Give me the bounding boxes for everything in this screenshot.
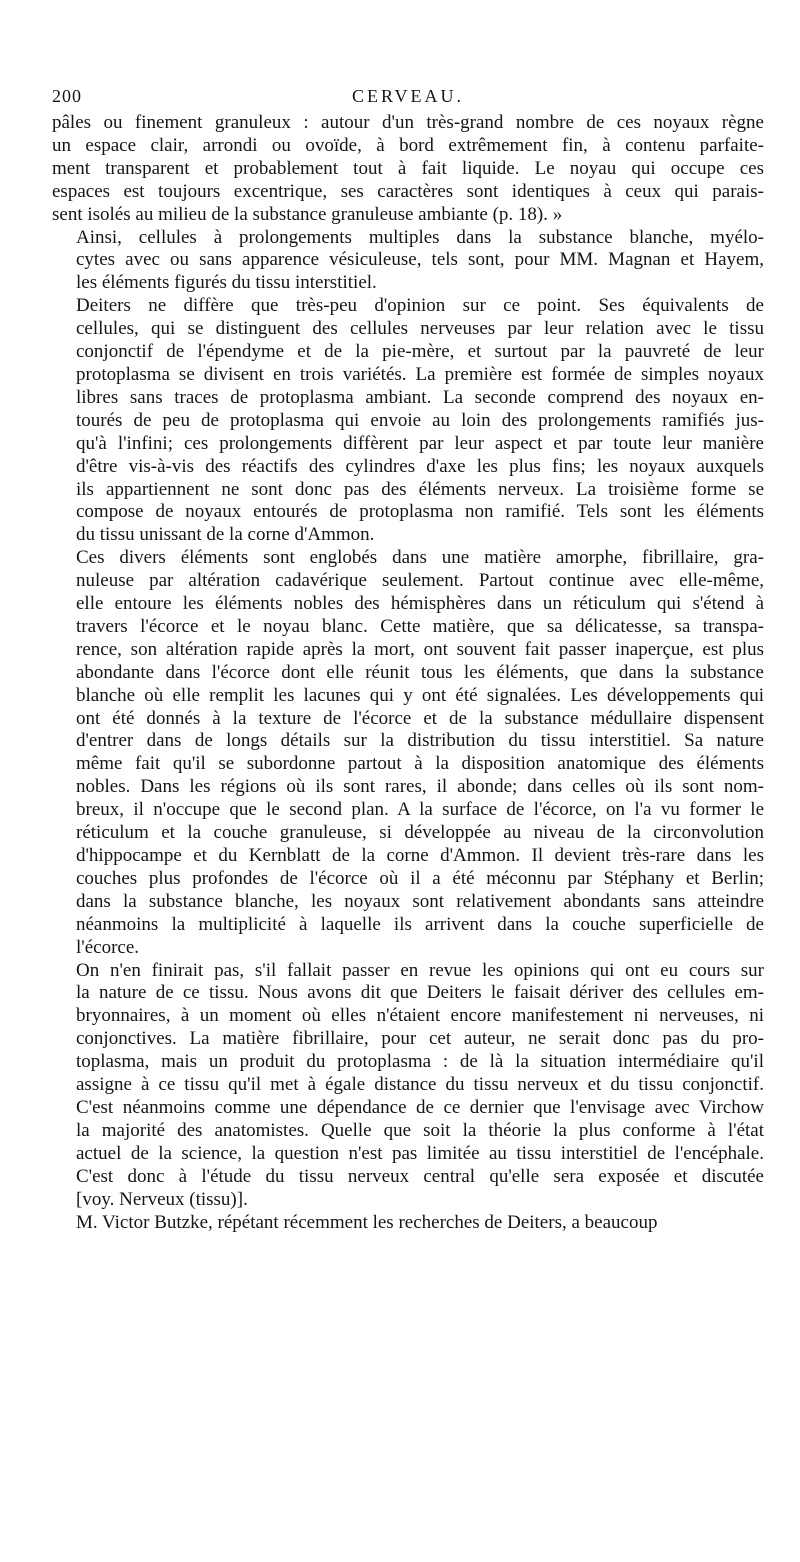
text-line: conjonctives. La matière fibrillaire, pour cet auteur, ne serait donc pas du pro- bbox=[76, 1028, 764, 1050]
text-line: un espace clair, arrondi ou ovoïde, à bord extrêmement fin, à contenu parfaite- bbox=[52, 134, 764, 156]
text-line: ils appartiennent ne sont donc pas des éléments nerveux. La troisième forme se bbox=[76, 478, 764, 500]
text-line: Deiters ne diffère que très-peu d'opinion sur ce point. Ses équivalents de bbox=[76, 295, 764, 317]
paragraph bbox=[52, 1212, 764, 1235]
text-line: nuleuse par altération cadavérique seulement. Partout continue avec elle-même, bbox=[76, 570, 764, 592]
text-line: réticulum et la couche granuleuse, si développée au niveau de la circonvolution bbox=[76, 822, 764, 844]
text-line: abondante dans l'écorce dont elle réunit tous les éléments, que dans la substance bbox=[76, 661, 764, 683]
text-line: C'est donc à l'étude du tissu nerveux central qu'elle sera exposée et discutée bbox=[76, 1165, 764, 1187]
text-line: Ainsi, cellules à prolongements multiples dans la substance blanche, myélo- bbox=[76, 226, 764, 248]
text-line: ment transparent et probablement tout à fait liquide. Le noyau qui occupe ces bbox=[52, 157, 764, 179]
text-line: cytes avec ou sans apparence vésiculeuse, tels sont, pour MM. Magnan et Hayem, bbox=[76, 249, 764, 271]
text-line: d'hippocampe et du Kernblatt de la corne d'Ammon. Il devient très-rare dans les bbox=[76, 845, 764, 866]
text-line: cellules, qui se distinguent des cellules nerveuses par leur relation avec le tissu bbox=[76, 318, 764, 340]
text-line: nobles. Dans les régions où ils sont rares, il abonde; dans celles où ils sont nom- bbox=[76, 776, 764, 798]
text-line: ont été donnés à la texture de l'écorce et de la substance médullaire dispensent bbox=[76, 707, 764, 729]
text-line: protoplasma se divisent en trois variétés. La première est formée de simples noyaux bbox=[76, 363, 764, 385]
text-line: Ces divers éléments sont englobés dans une matière amorphe, fibrillaire, gra- bbox=[76, 547, 764, 569]
paragraph bbox=[52, 295, 764, 547]
text-line: actuel de la science, la question n'est pas limitée au tissu interstitiel de l'encéphale. bbox=[76, 1142, 764, 1164]
text-line: la nature de ce tissu. Nous avons dit que Deiters le faisait dériver des cellules em- bbox=[76, 982, 764, 1004]
text-line: néanmoins la multiplicité à laquelle ils arrivent dans la couche superficielle de bbox=[76, 913, 764, 935]
text-line: couches plus profondes de l'écorce où il a été méconnu par Stéphany et Berlin; bbox=[76, 867, 764, 889]
text-line: blanche où elle remplit les lacunes qui y ont été signalées. Les développements qui bbox=[76, 684, 764, 706]
text-line: On n'en finirait pas, s'il fallait passer en revue les opinions qui ont eu cours sur bbox=[76, 959, 764, 981]
text-line: assigne à ce tissu qu'il met à égale distance du tissu nerveux et du tissu conjonctif. bbox=[76, 1074, 764, 1096]
text-line: elle entoure les éléments nobles des hémisphères dans un réticulum qui s'étend à bbox=[76, 593, 764, 615]
text-line: libres sans traces de protoplasma ambiant. La seconde comprend des noyaux en- bbox=[76, 386, 764, 408]
paragraph bbox=[52, 960, 764, 1212]
text-line: travers l'écorce et le noyau blanc. Cette matière, que sa délicatesse, sa transpa- bbox=[76, 615, 764, 637]
text-line: bryonnaires, à un moment où elles n'étaient encore manifestement ni nerveuses, ni bbox=[76, 1005, 764, 1027]
page bbox=[52, 78, 764, 1234]
text-line: l'écorce. bbox=[76, 936, 140, 958]
text-line: conjonctif de l'épendyme et de la pie-mère, et surtout par la pauvreté de leur bbox=[76, 341, 764, 363]
paragraph bbox=[52, 227, 764, 296]
text-line: d'être vis-à-vis des réactifs des cylindres d'axe les plus fins; les noyaux auxquels bbox=[76, 455, 764, 477]
text-line: d'entrer dans de longs détails sur la distribution du tissu interstitiel. Sa nature bbox=[76, 730, 764, 752]
body-text bbox=[52, 112, 764, 1234]
text-line: dans la substance blanche, les noyaux sont relativement abondants sans atteindre bbox=[76, 890, 764, 912]
page-number: 200 bbox=[52, 86, 82, 106]
text-line: tourés de peu de protoplasma qui envoie au loin des prolongements ramifiés jus- bbox=[76, 409, 764, 431]
text-line: rence, son altération rapide après la mort, ont souvent fait passer inaperçue, est plus bbox=[76, 638, 764, 660]
text-line: pâles ou finement granuleux : autour d'un très-grand nombre de ces noyaux règne bbox=[52, 112, 764, 133]
text-line: C'est néanmoins comme une dépendance de ce dernier que l'envisage avec Virchow bbox=[76, 1096, 764, 1118]
paragraph bbox=[52, 547, 764, 959]
text-line: breux, il n'occupe que le second plan. A la surface de l'écorce, on l'a vu former le bbox=[76, 799, 764, 821]
text-line: [voy. Nerveux (tissu)]. bbox=[76, 1188, 248, 1210]
text-line: la majorité des anatomistes. Quelle que soit la théorie la plus conforme à l'état bbox=[76, 1119, 764, 1141]
text-line: toplasma, mais un produit du protoplasma : de là la situation intermédiaire qu'il bbox=[76, 1051, 764, 1073]
running-title: CERVEAU. bbox=[351, 86, 465, 106]
text-line: qu'à l'infini; ces prolongements diffèrent par leur aspect et par toute leur manière bbox=[76, 432, 764, 454]
text-line: sent isolés au milieu de la substance granuleuse ambiante (p. 18). » bbox=[52, 203, 563, 225]
paragraph bbox=[52, 112, 764, 227]
text-line: compose de noyaux entourés de protoplasma non ramifié. Tels sont les éléments bbox=[76, 501, 764, 523]
text-line: même fait qu'il se subordonne partout à la disposition anatomique des éléments bbox=[76, 753, 764, 775]
page-header bbox=[52, 78, 764, 112]
text-line: les éléments figurés du tissu interstitiel. bbox=[76, 272, 377, 294]
text-line: du tissu unissant de la corne d'Ammon. bbox=[76, 524, 375, 546]
text-line: M. Victor Butzke, répétant récemment les recherches de Deiters, a beaucoup bbox=[76, 1211, 658, 1233]
text-line: espaces est toujours excentrique, ses caractères sont identiques à ceux qui parais- bbox=[52, 180, 764, 202]
